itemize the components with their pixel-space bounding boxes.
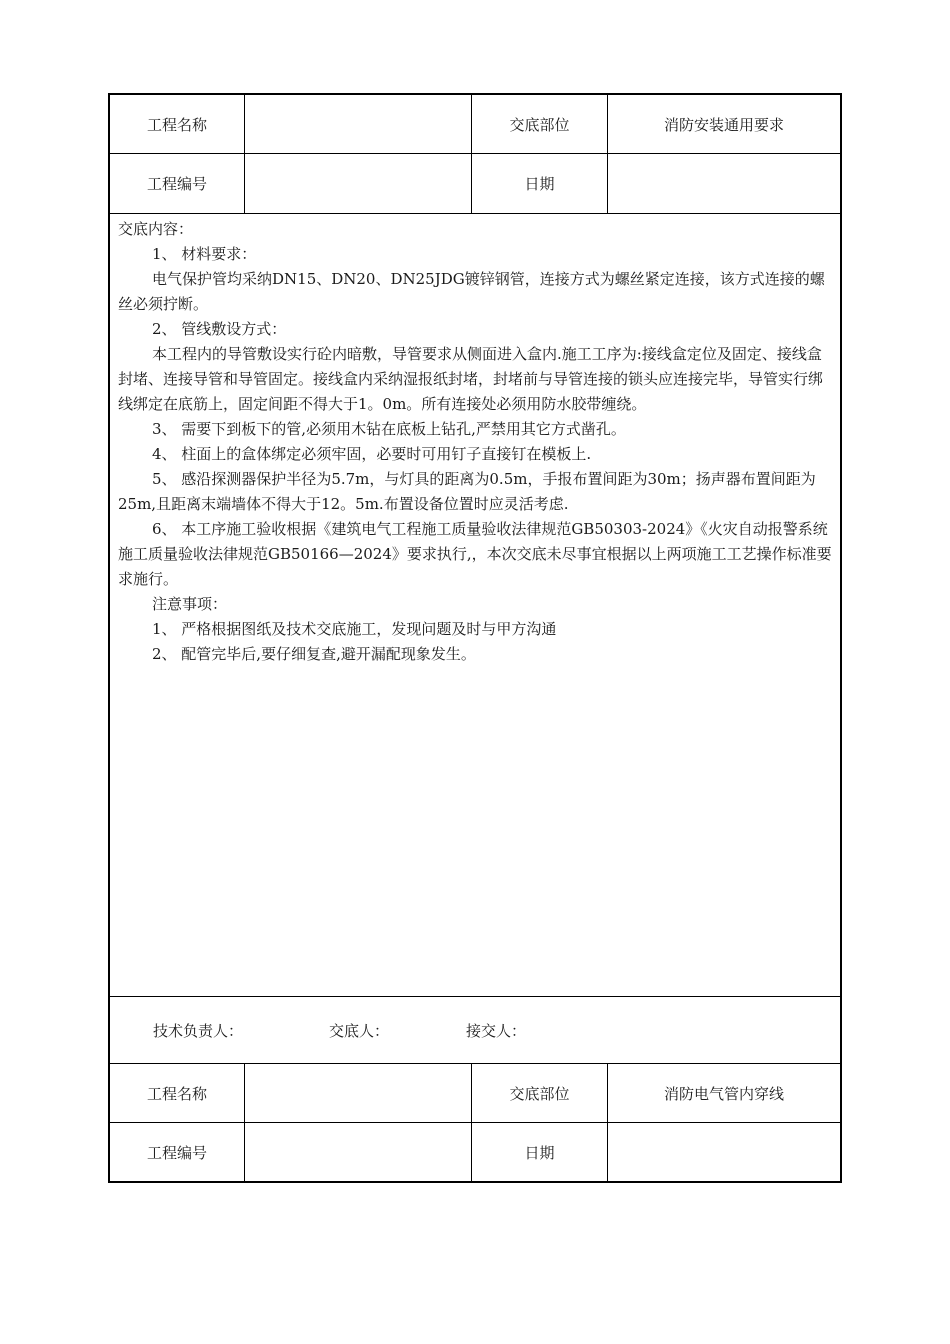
content-heading: 交底内容： (118, 220, 194, 238)
location-label: 交底部位 (509, 115, 570, 134)
location-value: 消防电气管内穿线 (663, 1084, 784, 1103)
project-no-label: 工程编号 (146, 175, 207, 193)
project-no-label: 工程编号 (146, 1143, 207, 1162)
content-line: 3、 需要下到板下的管,必须用木钻在底板上钻孔,严禁用其它方式凿孔。 (152, 420, 626, 438)
project-name-label: 工程名称 (146, 1084, 207, 1103)
date-label: 日期 (524, 175, 555, 193)
location-value: 消防安装通用要求 (663, 115, 784, 134)
project-no-field[interactable] (245, 1123, 471, 1181)
content-line: 2、 管线敷设方式： (152, 320, 287, 338)
date-label: 日期 (524, 1143, 555, 1162)
disclosure-form (108, 93, 842, 1183)
row-divider (110, 213, 840, 214)
project-name-label: 工程名称 (146, 115, 207, 134)
content-line: 5、 感沿探测器保护半径为5.7m，与灯具的距离为0.5m，手报布置间距为30m；扬声器布置间距为25m,且距离末端墙体不得大于12。5m.布置设备位置时应灵活考虑. (118, 470, 816, 513)
content-line: 1、 严格根据图纸及技术交底施工，发现问题及时与甲方沟通 (152, 620, 557, 638)
project-name-field[interactable] (245, 1064, 471, 1122)
tech-lead-signature: 技术负责人： (153, 1021, 244, 1040)
content-line: 4、 柱面上的盒体绑定必须牢固，必要时可用钉子直接钉在模板上. (152, 445, 592, 463)
location-label: 交底部位 (509, 1084, 570, 1103)
project-name-field[interactable] (245, 95, 471, 153)
date-field[interactable] (608, 1123, 840, 1181)
date-field[interactable] (608, 154, 840, 213)
project-no-field[interactable] (245, 154, 471, 213)
presenter-signature: 交底人： (329, 1021, 390, 1040)
content-line: 1、 材料要求： (152, 245, 257, 263)
content-line: 2、 配管完毕后,要仔细复查,避开漏配现象发生。 (152, 645, 476, 663)
content-line: 本工程内的导管敷设实行砼内暗敷，导管要求从侧面进入盒内.施工工序为:接线盒定位及固定、接线盒封堵、连接导管和导管固定。接线盒内采纳湿报纸封堵，封堵前与导管连接的锁头应连接完毕，导管实行绑线绑定在底筋上，固定间距不得大于1。0m。所有连接处必须用防水胶带缠绕。 (118, 345, 824, 413)
disclosure-content (118, 217, 834, 667)
content-line: 电气保护管均采纳DN15、DN20、DN25JDG镀锌钢管，连接方式为螺丝紧定连接，该方式连接的螺丝必须拧断。 (118, 270, 825, 313)
receiver-signature: 接交人： (466, 1021, 527, 1040)
content-line: 6、 本工序施工验收根据《建筑电气工程施工质量验收法律规范GB50303-2024》《火灾自动报警系统施工质量验收法律规范GB50166—2024》要求执行,，本次交底未尽事宜根据以上两项施工工艺操作标准要求施行。 (118, 520, 832, 588)
content-line: 注意事项： (152, 595, 228, 613)
